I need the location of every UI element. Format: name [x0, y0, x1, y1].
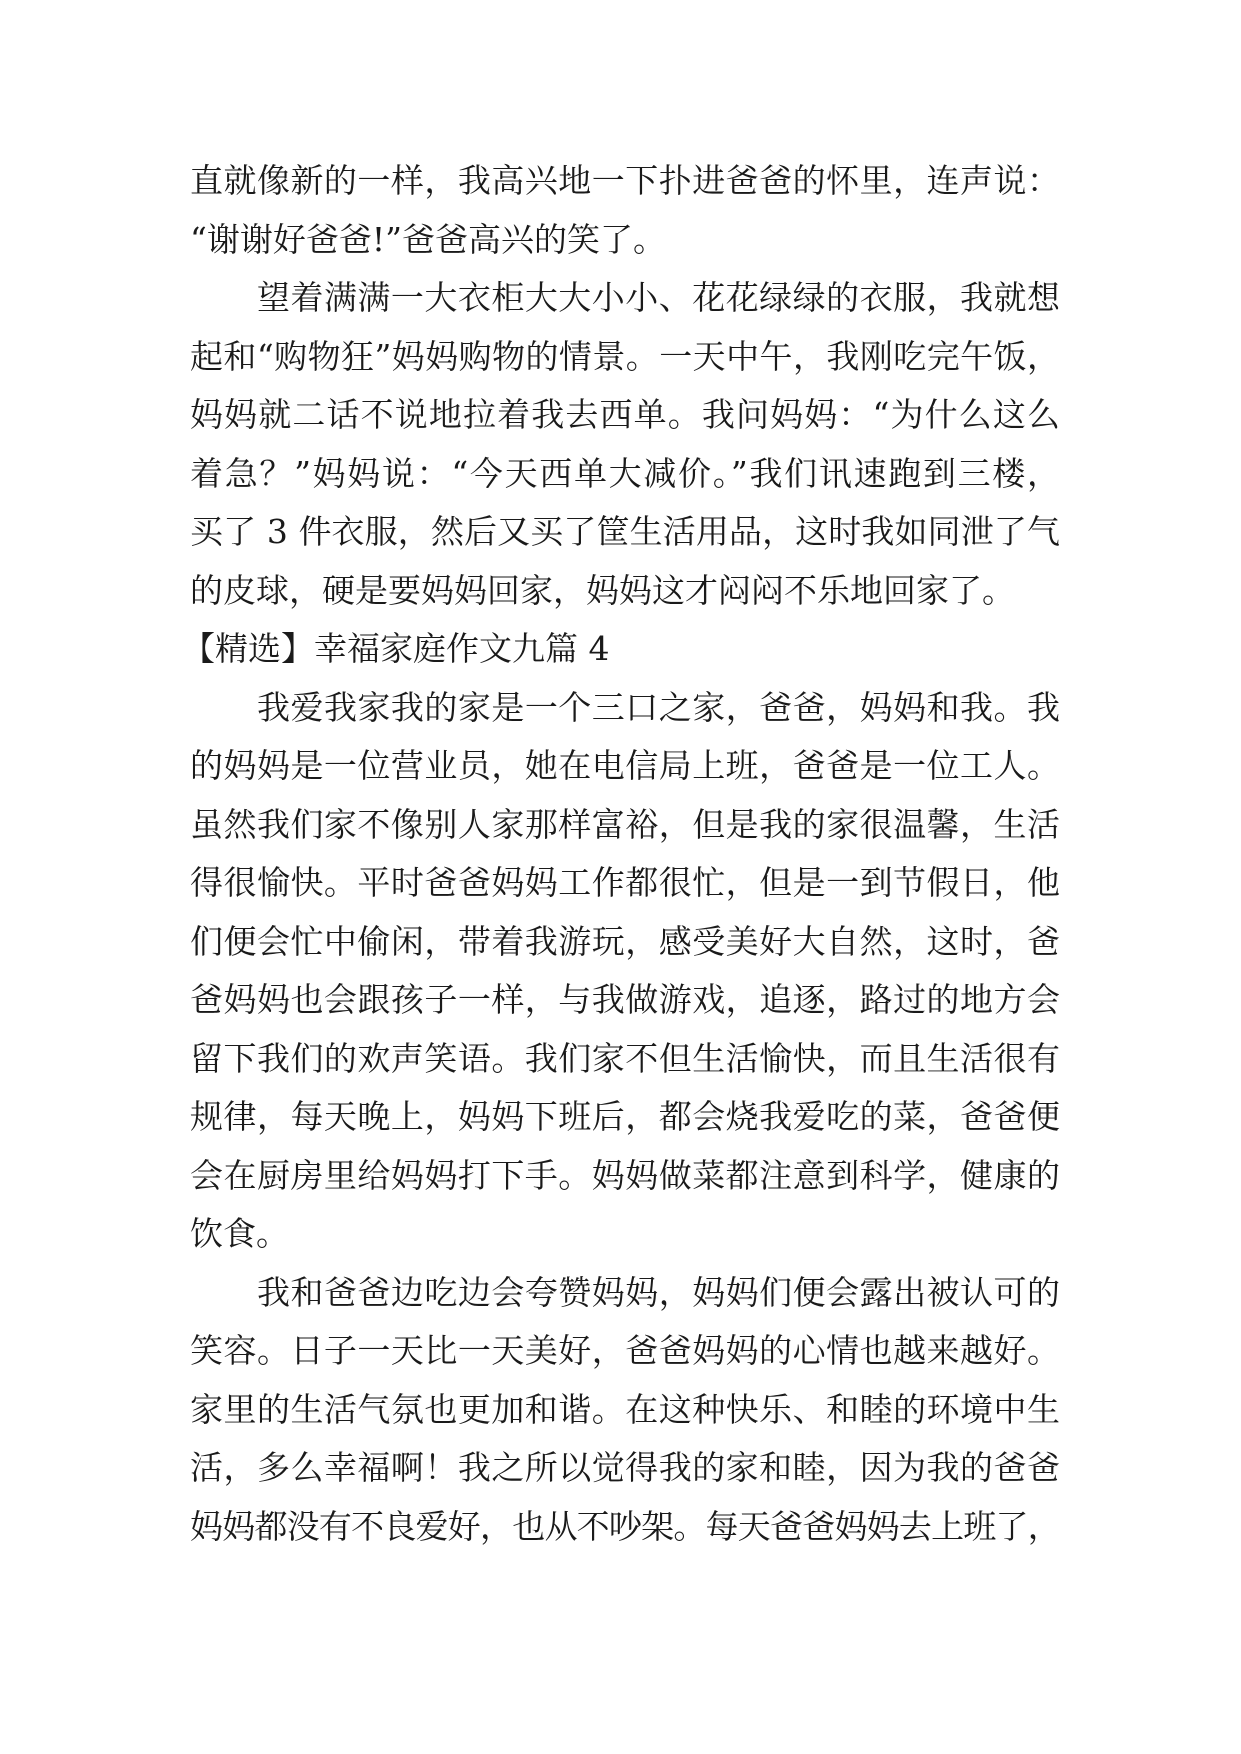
text-line: 饮食。 [190, 1214, 289, 1253]
text-line: 直就像新的一样，我高兴地一下扑进爸爸的怀里，连声说： [190, 161, 1060, 200]
text-line: 笑容。日子一天比一天美好，爸爸妈妈的心情也越来越好。 [190, 1331, 1060, 1370]
text-line: 爸妈妈也会跟孩子一样，与我做游戏，追逐，路过的地方会 [190, 980, 1060, 1019]
text-line: 买了 3 件衣服，然后又买了筐生活用品，这时我如同泄了气 [190, 512, 1060, 551]
text-line: 会在厨房里给妈妈打下手。妈妈做菜都注意到科学，健康的 [190, 1155, 1060, 1195]
text-line: 家里的生活气氛也更加和谐。在这种快乐、和睦的环境中生 [190, 1389, 1060, 1429]
text-line: 活，多么幸福啊！我之所以觉得我的家和睦，因为我的爸爸 [190, 1448, 1060, 1487]
text-line: 的妈妈是一位营业员，她在电信局上班，爸爸是一位工人。 [190, 746, 1060, 785]
text-line: 我和爸爸边吃边会夸赞妈妈，妈妈们便会露出被认可的 [257, 1272, 1060, 1312]
section-heading: 【精选】幸福家庭作文九篇 4 [182, 629, 610, 668]
text-line: 们便会忙中偷闲，带着我游玩，感受美好大自然，这时，爸 [190, 921, 1060, 961]
document-body [182, 152, 1060, 1556]
text-line: 我爱我家我的家是一个三口之家，爸爸，妈妈和我。我 [257, 687, 1060, 727]
text-line: 的皮球，硬是要妈妈回家，妈妈这才闷闷不乐地回家了。 [190, 570, 1015, 610]
text-line: 妈妈都没有不良爱好，也从不吵架。每天爸爸妈妈去上班了， [190, 1506, 1060, 1546]
text-line: 妈妈就二话不说地拉着我去西单。我问妈妈：“为什么这么 [190, 395, 1060, 434]
text-line: “谢谢好爸爸!”爸爸高兴的笑了。 [190, 219, 667, 259]
text-line: 得很愉快。平时爸爸妈妈工作都很忙，但是一到节假日，他 [190, 863, 1060, 902]
text-line: 虽然我们家不像别人家那样富裕，但是我的家很温馨，生活 [190, 804, 1060, 844]
text-line: 着急？”妈妈说：“今天西单大减价。”我们讯速跑到三楼， [190, 453, 1060, 493]
text-line: 起和“购物狂”妈妈购物的情景。一天中午，我刚吃完午饭， [190, 336, 1060, 376]
text-line: 留下我们的欢声笑语。我们家不但生活愉快，而且生活很有 [190, 1038, 1060, 1078]
text-line: 规律，每天晚上，妈妈下班后，都会烧我爱吃的菜，爸爸便 [190, 1097, 1060, 1136]
text-line: 望着满满一大衣柜大大小小、花花绿绿的衣服，我就想 [257, 278, 1060, 317]
